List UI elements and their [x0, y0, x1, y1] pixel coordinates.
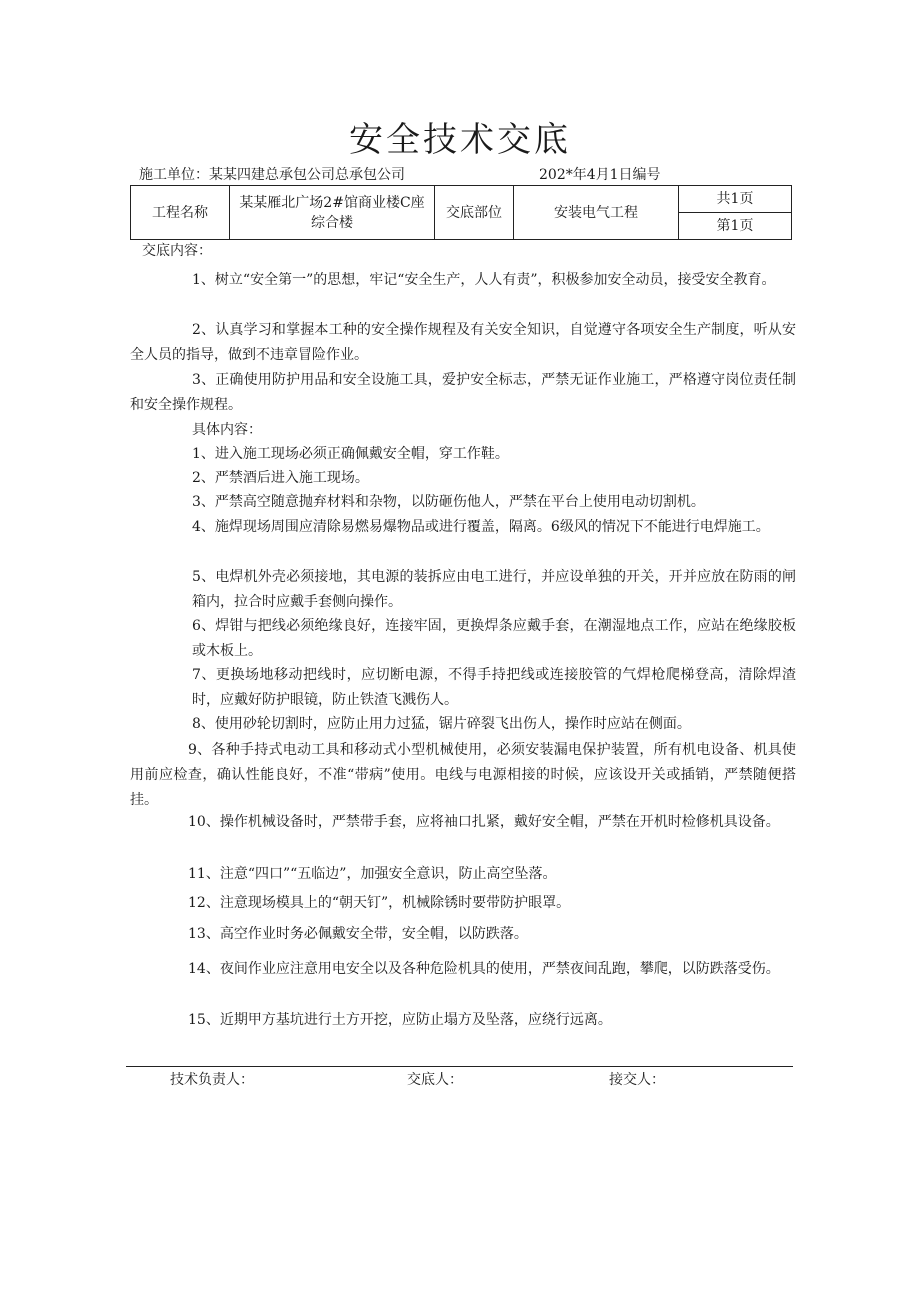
specific-item: 13、高空作业时务必佩戴安全带，安全帽，以防跌落。 [188, 926, 528, 942]
specific-content-label: 具体内容： [192, 422, 262, 438]
receiver-signature: 接交人： [609, 1072, 665, 1088]
signature-divider [126, 1066, 793, 1067]
unit-value: 某某四建总承包公司总承包公司 [209, 167, 405, 183]
specific-item: 9、各种手持式电动工具和移动式小型机械使用，必须安装漏电保护装置，所有机电设备、机具使用前应检查，确认性能良好，不准“带病”使用。电线与电源相接的时候，应该设开关或插销，严禁随便搭挂。 [130, 742, 796, 808]
disclosure-part-label: 交底部位 [435, 186, 514, 240]
specific-item: 11、注意“四口”“五临边”，加强安全意识，防止高空坠落。 [188, 866, 557, 882]
specific-item: 6、焊钳与把线必须绝缘良好，连接牢固，更换焊条应戴手套，在潮湿地点工作，应站在绝缘胶板或木板上。 [192, 618, 796, 659]
project-name-value: 某某雁北广场2#馆商业楼C座综合楼 [230, 186, 435, 240]
specific-item: 1、进入施工现场必须正确佩戴安全帽，穿工作鞋。 [192, 446, 509, 462]
general-item: 3、正确使用防护用品和安全设施工具，爱护安全标志，严禁无证作业施工，严格遵守岗位责任制和安全操作规程。 [130, 372, 796, 413]
specific-item: 15、近期甲方基坑进行土方开挖，应防止塌方及坠落，应绕行远离。 [188, 1012, 612, 1028]
tech-lead-signature: 技术负责人： [170, 1072, 254, 1088]
construction-unit [139, 164, 405, 184]
specific-item: 3、严禁高空随意抛弃材料和杂物，以防砸伤他人，严禁在平台上使用电动切割机。 [192, 494, 705, 510]
total-pages: 共1页 [679, 186, 792, 213]
specific-item: 5、电焊机外壳必须接地，其电源的装拆应由电工进行，并应设单独的开关，开并应放在防雨的闸箱内，拉合时应戴手套侧向操作。 [192, 569, 796, 610]
project-name-label: 工程名称 [131, 186, 230, 240]
specific-item: 10、操作机械设备时，严禁带手套，应将袖口扎紧，戴好安全帽，严禁在开机时检修机具设备。 [188, 814, 780, 830]
disclosure-part-value: 安装电气工程 [514, 186, 679, 240]
page-number: 第1页 [679, 213, 792, 240]
date-and-number: 202*年4月1日编号 [539, 167, 661, 183]
general-item: 2、认真学习和掌握本工种的安全操作规程及有关安全知识，自觉遵守各项安全生产制度，听从安全人员的指导，做到不违章冒险作业。 [130, 322, 796, 363]
unit-label: 施工单位： [139, 167, 209, 183]
specific-item: 14、夜间作业应注意用电安全以及各种危险机具的使用，严禁夜间乱跑，攀爬，以防跌落受伤。 [188, 961, 780, 977]
specific-item: 12、注意现场模具上的“朝天钉”，机械除锈时要带防护眼罩。 [188, 895, 571, 911]
general-item: 1、树立“安全第一”的思想，牢记“安全生产，人人有责”，积极参加安全动员，接受安全教育。 [192, 272, 776, 288]
discloser-signature: 交底人： [407, 1072, 463, 1088]
specific-item: 2、严禁酒后进入施工现场。 [192, 470, 369, 486]
specific-item: 4、施焊现场周围应清除易燃易爆物品或进行覆盖，隔离。6级风的情况下不能进行电焊施工。 [192, 519, 770, 535]
specific-item: 8、使用砂轮切割时，应防止用力过猛，锯片碎裂飞出伤人，操作时应站在侧面。 [192, 716, 691, 732]
specific-item: 7、更换场地移动把线时，应切断电源，不得手持把线或连接胶管的气焊枪爬梯登高，清除焊渣时，应戴好防护眼镜，防止铁渣飞溅伤人。 [192, 667, 796, 708]
document-title: 安全技术交底 [349, 120, 571, 160]
info-table [130, 185, 792, 240]
content-label: 交底内容： [142, 243, 212, 259]
